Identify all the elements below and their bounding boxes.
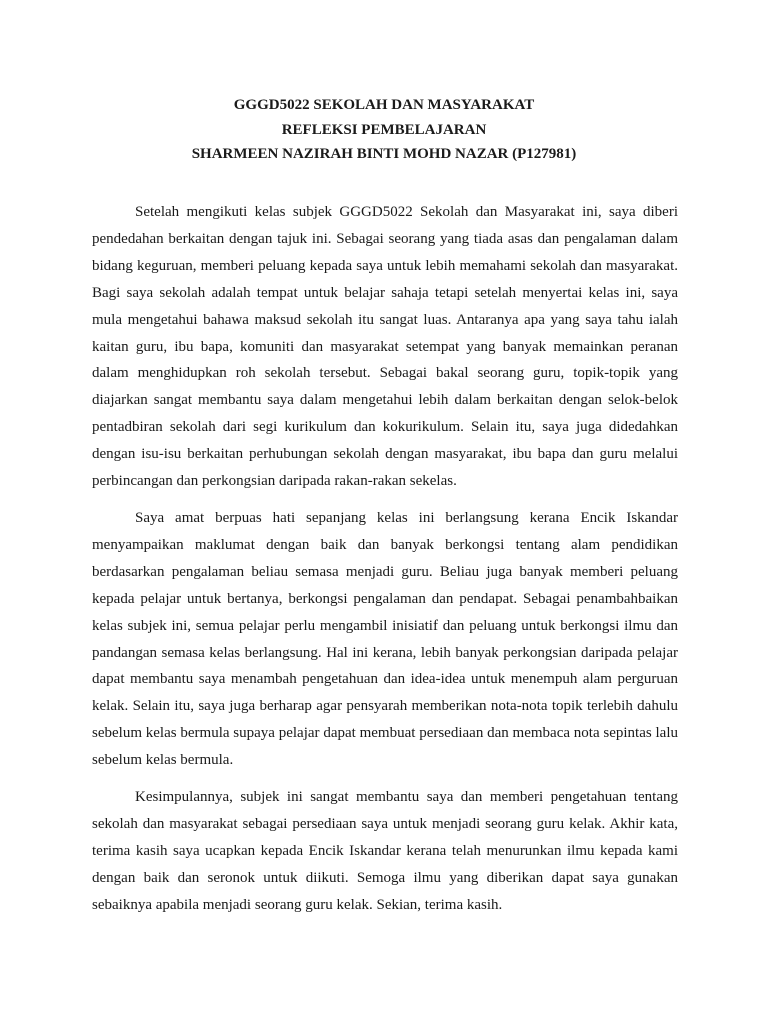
paragraph-conclusion: Kesimpulannya, subjek ini sangat membantu saya dan memberi pengetahuan tentang sekolah dan masyarakat sebagai persediaan saya untuk menjadi seorang guru kelak. Akhir kata, terima kasih saya ucapkan kepada Encik Iskandar kerana telah menurunkan ilmu kepada kami dengan baik dan seronok untuk diikuti. Semoga ilmu yang diberikan dapat saya gunakan sebaiknya apabila menjadi seorang guru kelak. Sekian, terima kasih. [92,789,678,913]
document-body [92,199,678,929]
course-title: GGGD5022 SEKOLAH DAN MASYARAKAT [233,97,535,113]
paragraph-intro: Setelah mengikuti kelas subjek GGGD5022 Sekolah dan Masyarakat ini, saya diberi pendedahan berkaitan dengan tajuk ini. Sebagai seorang yang tiada asas dan pengalaman dalam bidang keguruan, memberi peluang kepada saya untuk lebih memahami sekolah dan masyarakat. Bagi saya sekolah adalah tempat untuk belajar sahaja tetapi setelah menyertai kelas ini, saya mula mengetahui bahawa maksud sekolah itu sangat luas. Antaranya apa yang saya tahu ialah kaitan guru, ibu bapa, komuniti dan masyarakat setempat yang banyak memainkan peranan dalam menghidupkan roh sekolah tersebut. Sebagai bakal seorang guru, topik-topik yang diajarkan sangat membantu saya dalam mengetahui lebih dalam berkaitan dengan selok-belok pentadbiran sekolah dari segi kurikulum dan kokurikulum. Selain itu, saya juga didedahkan dengan isu-isu berkaitan perhubungan sekolah dengan masyarakat, ibu bapa dan guru melalui perbincangan dan perkongsian daripada rakan-rakan sekelas. [92,204,678,490]
author-line: SHARMEEN NAZIRAH BINTI MOHD NAZAR (P127981) [191,146,577,162]
document-header [0,93,768,167]
document-title: REFLEKSI PEMBELAJARAN [281,121,487,138]
paragraph-satisfaction: Saya amat berpuas hati sepanjang kelas ini berlangsung kerana Encik Iskandar menyampaikan maklumat dengan baik dan banyak berkongsi tentang alam pendidikan berdasarkan pengalaman beliau semasa menjadi guru. Beliau juga banyak memberi peluang kepada pelajar untuk bertanya, berkongsi pengalaman dan pendapat. Sebagai penambahbaikan kelas subjek ini, semua pelajar perlu mengambil inisiatif dan peluang untuk berkongsi ilmu dan pandangan semasa kelas berlangsung. Hal ini kerana, lebih banyak perkongsian daripada pelajar dapat membantu saya menambah pengetahuan dan idea-idea untuk menempuh alam perguruan kelak. Selain itu, saya juga berharap agar pensyarah memberikan nota-nota topik terlebih dahulu sebelum kelas bermula supaya pelajar dapat membuat persediaan dan membaca nota sepintas lalu sebelum kelas bermula. [92,509,678,769]
